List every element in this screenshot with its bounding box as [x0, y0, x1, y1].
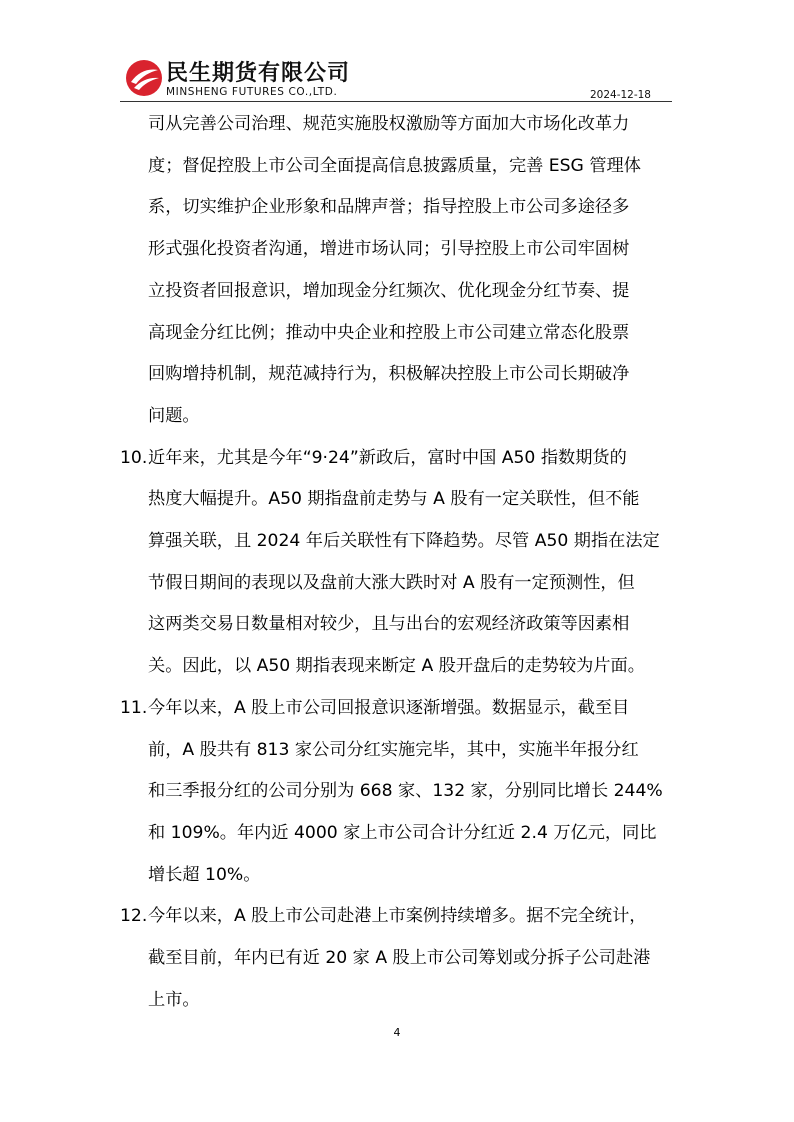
- list-item-10: [120, 438, 676, 688]
- document-body: [120, 104, 676, 1021]
- text-line: 回购增持机制，规范减持行为，积极解决控股上市公司长期破净: [148, 364, 630, 385]
- text-line: 高现金分红比例；推动中央企业和控股上市公司建立常态化股票: [148, 322, 630, 343]
- company-name-en: MINSHENG FUTURES CO.,LTD.: [166, 86, 338, 98]
- list-item-number: 10.: [120, 447, 148, 468]
- list-item-number: 11.: [120, 697, 148, 718]
- text-line: 关。因此，以 A50 期指表现来断定 A 股开盘后的走势较为片面。: [148, 656, 645, 677]
- list-item-11: [120, 688, 676, 897]
- text-line: 算强关联，且 2024 年后关联性有下降趋势。尽管 A50 期指在法定: [148, 531, 660, 552]
- list-item-12: [120, 896, 676, 1021]
- continuation-paragraph: [120, 104, 676, 438]
- text-line: 前，A 股共有 813 家公司分红实施完毕，其中，实施半年报分红: [148, 739, 639, 760]
- page-number: 4: [393, 1026, 401, 1039]
- text-line: 近年来，尤其是今年“9·24”新政后，富时中国 A50 指数期货的: [148, 447, 627, 468]
- company-name-cn: 民生期货有限公司: [166, 61, 351, 86]
- minsheng-logo-icon: [124, 58, 164, 98]
- text-line: 热度大幅提升。A50 期指盘前走势与 A 股有一定关联性，但不能: [148, 489, 640, 510]
- text-line: 度；督促控股上市公司全面提高信息披露质量，完善 ESG 管理体: [148, 155, 641, 176]
- text-line: 立投资者回报意识，增加现金分红频次、优化现金分红节奏、提: [148, 280, 630, 301]
- text-line: 今年以来，A 股上市公司回报意识逐渐增强。数据显示，截至目: [148, 697, 630, 718]
- text-line: 这两类交易日数量相对较少，且与出台的宏观经济政策等因素相: [148, 614, 630, 635]
- text-line: 和三季报分红的公司分别为 668 家、132 家，分别同比增长 244%: [148, 781, 663, 802]
- text-line: 增长超 10%。: [148, 864, 261, 885]
- text-line: 司从完善公司治理、规范实施股权激励等方面加大市场化改革力: [148, 114, 630, 134]
- text-line: 截至目前，年内已有近 20 家 A 股上市公司筹划或分拆子公司赴港: [148, 948, 651, 969]
- text-line: 系，切实维护企业形象和品牌声誉；指导控股上市公司多途径多: [148, 197, 630, 218]
- text-line: 和 109%。年内近 4000 家上市公司合计分红近 2.4 万亿元，同比: [148, 822, 657, 843]
- text-line: 今年以来，A 股上市公司赴港上市案例持续增多。据不完全统计，: [148, 906, 647, 927]
- company-logo: [124, 56, 364, 102]
- header-divider: [120, 101, 672, 102]
- report-date: 2024-12-18: [589, 89, 651, 101]
- text-line: 形式强化投资者沟通，增进市场认同；引导控股上市公司牢固树: [148, 239, 630, 260]
- list-item-number: 12.: [120, 906, 148, 927]
- text-line: 问题。: [148, 405, 200, 426]
- text-line: 节假日期间的表现以及盘前大涨大跌时对 A 股有一定预测性，但: [148, 572, 635, 593]
- text-line: 上市。: [148, 989, 200, 1010]
